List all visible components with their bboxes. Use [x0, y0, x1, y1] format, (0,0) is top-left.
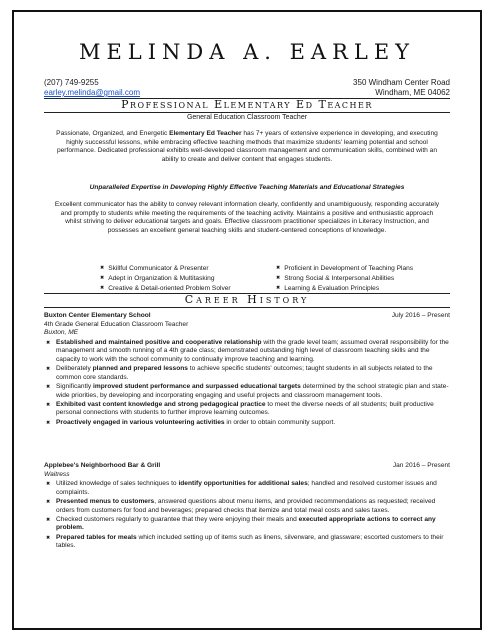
- job-bullets: [44, 480, 450, 551]
- candidate-name: MELINDA A. EARLEY: [78, 40, 416, 64]
- bullet-item: ✖ Presented menus to customers, answered questions about menu items, and provided recommendations as requested; received orders from customers for food and beverages; prepared checks that itemize and total meal costs and sales taxes.: [44, 498, 450, 515]
- bullet-item: ✖ Deliberately planned and prepared lessons to achieve specific students' outcomes; taught students in all subjects related to the common core standards.: [44, 365, 450, 382]
- street-address: 350 Windham Center Road: [353, 78, 450, 87]
- bullet-item: ✖ Checked customers regularly to guarantee that they were enjoying their meals and executed appropriate actions to correct any problem.: [44, 516, 450, 533]
- job-dates: Jan 2016 – Present: [392, 462, 450, 469]
- contact-block: [44, 78, 450, 98]
- summary-tagline: Unparalleled Expertise in Developing Highly Effective Teaching Materials and Educational Strategies: [89, 184, 405, 191]
- company-name: Applebee's Neighborhood Bar & Grill: [44, 462, 161, 469]
- bullet-item: ✖ Significantly improved student performance and surpassed educational targets determined by the school strategic plan and state-wide priorities, by developing and incorporating engaging and useful projects and classroom management tools.: [44, 383, 450, 400]
- bullet-item: ✖ Established and maintained positive and cooperative relationship with the grade level team; assumed overall responsibility for the management and smooth running of a 4th grade class; demonstrated outstanding high level of classroom teaching skills and the capacity to work with the school community to continually improve teaching and learning.: [44, 339, 450, 365]
- job-dates: July 2016 – Present: [391, 312, 450, 319]
- skill-item: ✖ Learning & Evaluation Principles: [276, 284, 446, 294]
- company-name: Buxton Center Elementary School: [44, 312, 151, 319]
- job-location: Buxton, ME: [44, 329, 79, 337]
- job-role: 4th Grade General Education Classroom Teacher: [44, 320, 189, 328]
- phone-number: (207) 749-9255: [44, 78, 99, 87]
- skill-item: ✖ Strong Social & Interpersonal Abilities: [276, 274, 446, 284]
- bullet-item: ✖ Prepared tables for meals which included setting up of items such as linens, silverware, and glassware; escorted customers to their tables.: [44, 534, 450, 551]
- summary-paragraph: Passionate, Organized, and Energetic Elementary Ed Teacher has 7+ years of extensive experience in developing, and executing highly successful lessons, while embracing effective teaching methods that maximize students' learning potential and school performance. Dedicated professional exhibits well-developed classroom management and communication skills, combined with an ability to create and deliver content that engages students.: [56, 130, 438, 163]
- job-role: Waitress: [44, 470, 70, 478]
- career-history-heading: Career History: [184, 293, 310, 306]
- skill-item: ✖ Creative & Detail-oriented Problem Solver: [100, 284, 276, 294]
- professional-title: Professional Elementary Ed Teacher: [121, 98, 373, 111]
- job-entry: [44, 462, 450, 551]
- divider: [44, 112, 450, 113]
- bullet-item: ✖ Proactively engaged in various volunteering activities in order to obtain community support.: [44, 419, 450, 428]
- divider: [44, 307, 450, 308]
- skills-list: [100, 264, 440, 294]
- job-entry: [44, 312, 450, 428]
- email-link[interactable]: earley.melinda@gmail.com: [44, 88, 141, 97]
- bullet-item: ✖ Exhibited vast content knowledge and strong pedagogical practice to meet the diverse needs of all students; built productive personal connections with students to further improve learning outcomes.: [44, 401, 450, 418]
- resume-page: [12, 10, 482, 630]
- professional-subtitle: General Education Classroom Teacher: [186, 114, 308, 121]
- city-address: Windham, ME 04062: [375, 88, 450, 97]
- skill-item: ✖ Proficient in Development of Teaching Plans: [276, 264, 446, 274]
- skill-item: ✖ Skillful Communicator & Presenter: [100, 264, 276, 274]
- job-bullets: [44, 339, 450, 427]
- bullet-item: ✖ Utilized knowledge of sales techniques to identify opportunities for additional sales; handled and resolved customer issues and complaints.: [44, 480, 450, 497]
- skill-item: ✖ Adept in Organization & Multitasking: [100, 274, 276, 284]
- communication-paragraph: Excellent communicator has the ability to convey relevant information clearly, confidently and unambiguously, responding accurately and promptly to students while meeting the requirements of the teaching activity. Maintains a positive and enthusiastic approach whilst striving to deliver educational targets and goals. Effective classroom practitioner specializes in Literacy Instruction, and possesses an excellent general teaching skills and student-centered conceptions of knowledge.: [54, 201, 440, 234]
